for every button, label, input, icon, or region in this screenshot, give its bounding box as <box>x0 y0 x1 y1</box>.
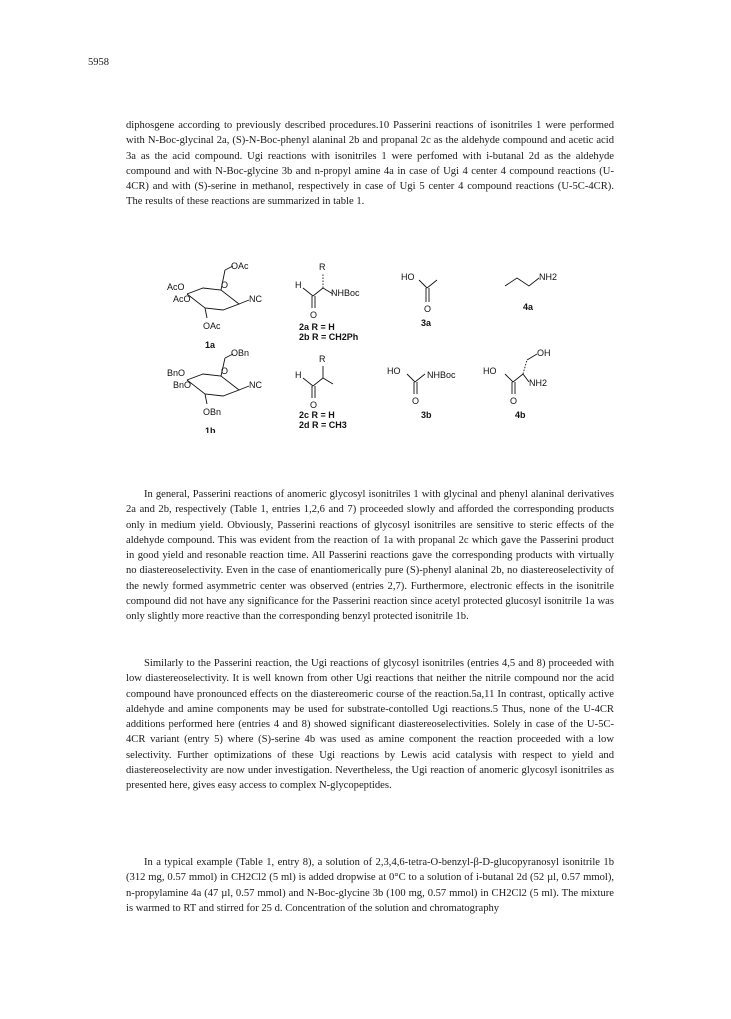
nc: NC <box>249 380 262 390</box>
nhboc-label: NHBoc <box>427 370 456 380</box>
compound-3b <box>387 366 456 420</box>
nc: NC <box>249 294 262 304</box>
h-label: H <box>295 280 302 290</box>
compound-4a <box>505 272 557 312</box>
bno-2: BnO <box>173 380 192 390</box>
aco-2: AcO <box>173 294 191 304</box>
reagents-scheme <box>165 258 575 433</box>
h-label: H <box>295 370 302 380</box>
bno-1: BnO <box>167 368 186 378</box>
ho-label: HO <box>483 366 497 376</box>
r-label: R <box>319 354 326 364</box>
compound-1a <box>167 261 262 350</box>
nhboc-label: NHBoc <box>331 288 360 298</box>
label-4a: 4a <box>523 302 534 312</box>
ring-o: O <box>221 366 229 376</box>
page-number: 5958 <box>88 57 109 68</box>
compound-4b <box>483 348 551 420</box>
def-2d: 2d R = CH3 <box>299 420 347 430</box>
obn-bot: OBn <box>203 407 222 417</box>
o-label: O <box>310 400 318 410</box>
paragraph-intro: diphosgene according to previously described procedures.10 Passerini reactions of isonitriles 1 were performed with N-Boc-glycinal 2a, (S)-N-Boc-phenyl alaninal 2b and propanal 2c as the aldehyde compound and acetic acid 3a as the acid compound. Ugi reactions with isonitriles 1 were perfomed with i-butanal 2d as the aldehyde compound and with N-Boc-glycine 3b and n-propyl amine 4a in case of Ugi 4 center 4 compound reactions (U-4CR) and with (S)-serine in methanol, respectively in case of Ugi 5 center 4 compound reactions (U-5C-4CR). The results of these reactions are summarized in table 1. <box>126 120 614 208</box>
ho-label: HO <box>387 366 401 376</box>
label-1a: 1a <box>205 340 216 350</box>
o-label: O <box>424 304 432 314</box>
nh2-label: NH2 <box>539 272 558 282</box>
nh2-label: NH2 <box>529 378 548 388</box>
ring-o: O <box>221 280 229 290</box>
o-label: O <box>310 310 318 320</box>
label-3b: 3b <box>421 410 432 420</box>
o-label: O <box>412 396 420 406</box>
ho-label: HO <box>401 272 415 282</box>
aco-1: AcO <box>167 282 185 292</box>
compound-1b <box>167 348 262 433</box>
label-1b: 1b <box>205 426 216 433</box>
paragraph-passerini: In general, Passerini reactions of anomeric glycosyl isonitriles 1 with glycinal and phenyl alaninal derivatives 2a and 2b, respectively (Table 1, entries 1,2,6 and 7) proceeded slowly and afforded the corresponding products only in medium yield. Obviously, Passerini reactions of glycosyl isonitriles are sensitive to steric effects of the aldehyde compound. This was evident from the reaction of 1a with propanal 2c which gave the Passerini product in good yield and resonable reaction time. All Passerini reactions gave the corresponding products with virtually no diastereoselectivity. Even in the case of enantiomerically pure (S)-phenyl alaninal 2b, no diastereoselectivity of the newly formed asymmetric center was observed (entries 2,7). Furthermore, electronic effects in the isonitrile compound did not have any significance for the Passerini reaction since acetyl protected glucosyl isonitrile 1a was only slightly more reactive than the corresponding benzyl protected isonitrile 1b. <box>126 489 614 623</box>
o-label: O <box>510 396 518 406</box>
def-2a: 2a R = H <box>299 322 335 332</box>
label-3a: 3a <box>421 318 432 328</box>
obn-top: OBn <box>231 348 250 358</box>
label-4b: 4b <box>515 410 526 420</box>
compound-3a <box>401 272 437 328</box>
def-2c: 2c R = H <box>299 410 335 420</box>
def-2b: 2b R = CH2Ph <box>299 332 359 342</box>
r-label: R <box>319 262 326 272</box>
compound-2c-2d <box>295 354 347 430</box>
paragraph-example: In a typical example (Table 1, entry 8), a solution of 2,3,4,6-tetra-O-benzyl-β-D-glucopyranosyl isonitrile 1b (312 mg, 0.57 mmol) in CH2Cl2 (5 ml) is added dropwise at 0°C to a solution of i-butanal 2d (52 µl, 0.57 mmol), n-propylamine 4a (47 µl, 0.57 mmol) and N-Boc-glycine 3b (100 mg, 0.57 mmol) in CH2Cl2 (5 ml). The mixture is warmed to RT and stirred for 25 d. Concentration of the solution and chromatography <box>126 857 614 914</box>
oac-top: OAc <box>231 261 249 271</box>
oac-bot: OAc <box>203 321 221 331</box>
oh-label: OH <box>537 348 551 358</box>
paragraph-ugi: Similarly to the Passerini reaction, the Ugi reactions of glycosyl isonitriles (entries 4,5 and 8) proceeded with low diastereoselectivity. It is well known from other Ugi reactions that neither the nitrile compound nor the acid compound have pronounced effects on the diastereomeric course of the reaction.5a,11 In contrast, optically active aldehyde and amine components may be used for substrate-contolled Ugi reactions.5 Thus, none of the U-4CR additions performed here (entries 4 and 8) showed significant diastereoselectivities. Solely in case of the U-5C-4CR variant (entry 5) where (S)-serine 4b was used as amine component the reaction proceeded with a low selectivity. Further optimizations of these Ugi reactions by Lewis acid catalysis with respect to yield and diastereoselectivity are now under investigation. Nevertheless, the Ugi reaction of anomeric glycosyl isonitriles as presented here, gives easy access to complex N-glycopeptides. <box>126 658 614 792</box>
compound-2a-2b <box>295 262 360 342</box>
